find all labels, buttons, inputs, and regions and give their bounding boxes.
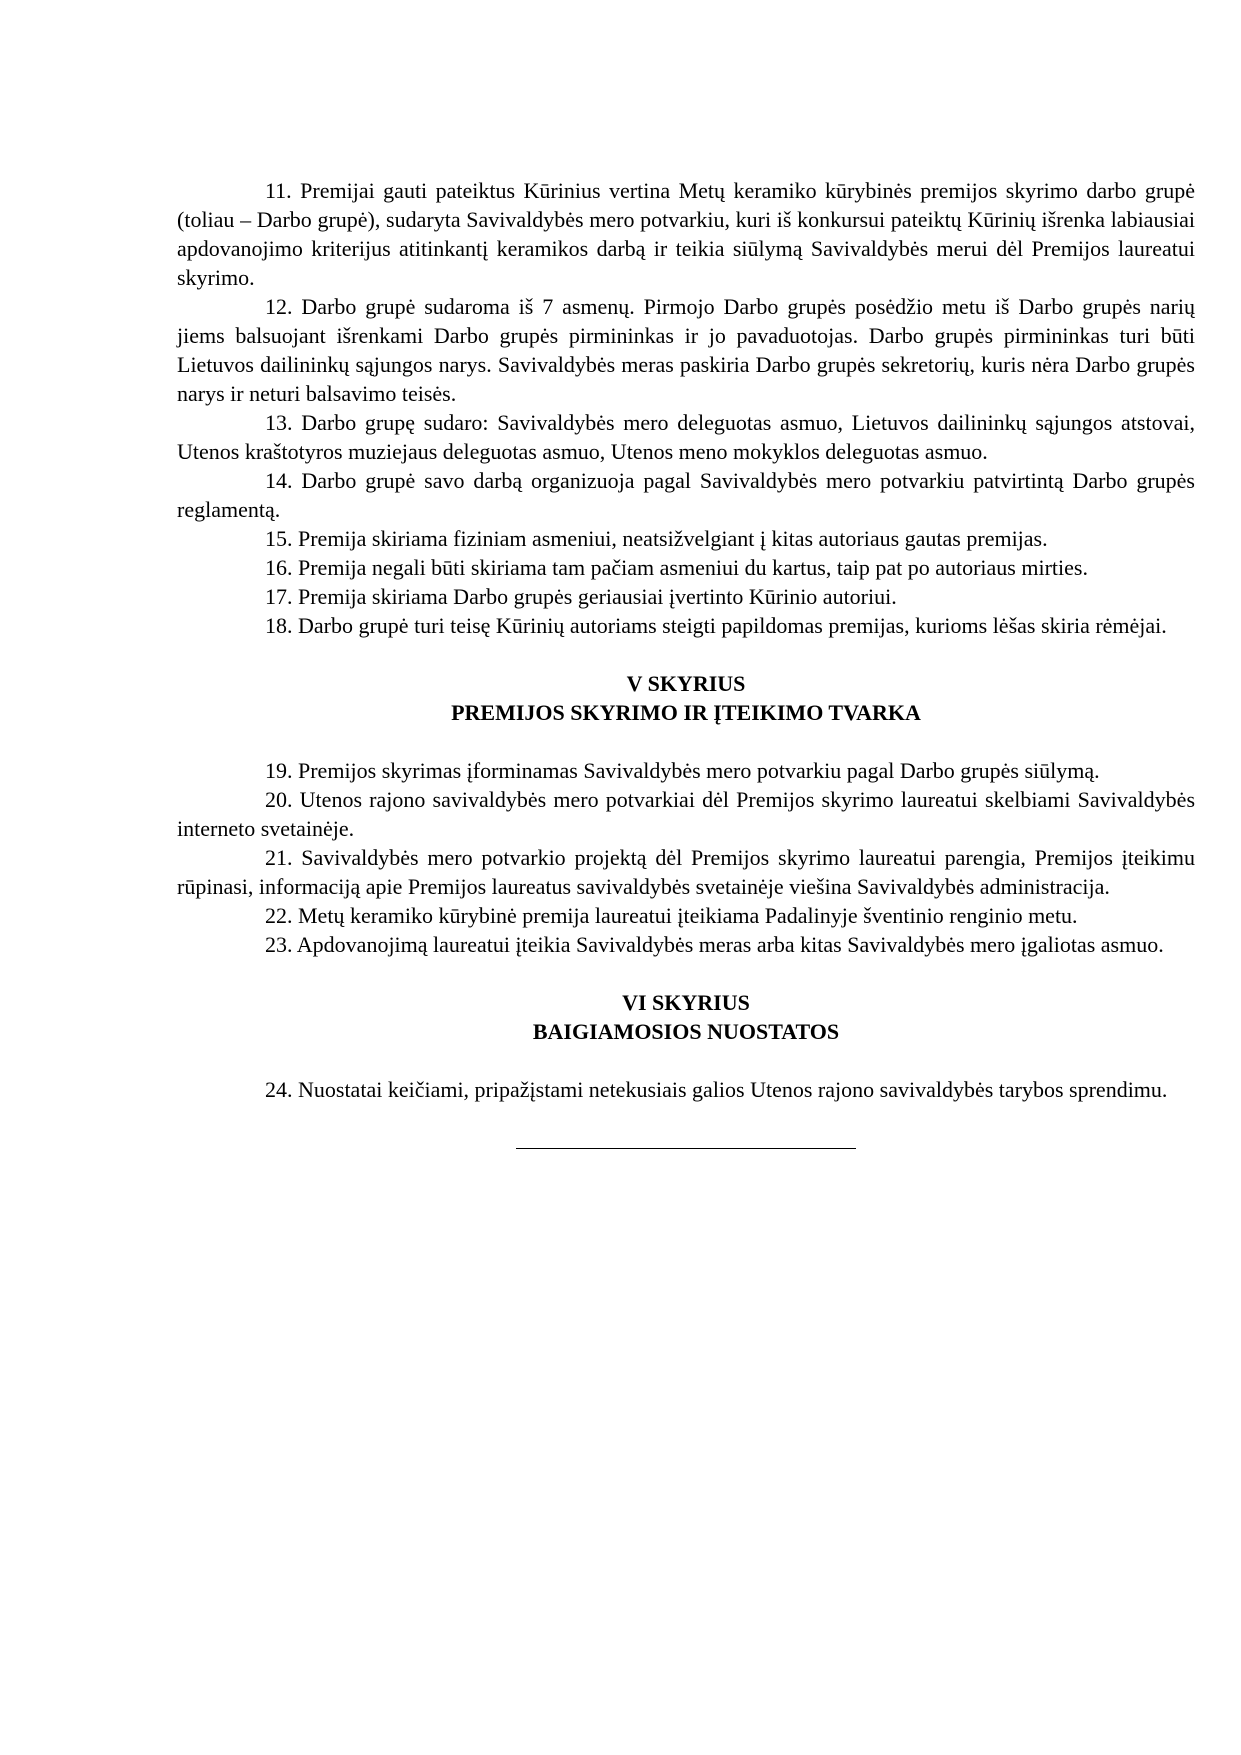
paragraph-17: 17. Premija skiriama Darbo grupės geriausiai įvertinto Kūrinio autoriui. — [265, 584, 897, 609]
paragraph-14: 14. Darbo grupė savo darbą organizuoja pagal Savivaldybės mero potvarkiu patvirtintą Darbo grupės reglamentą. — [177, 468, 1195, 522]
paragraph-12: 12. Darbo grupė sudaroma iš 7 asmenų. Pirmojo Darbo grupės posėdžio metu iš Darbo grupės narių jiems balsuojant išrenkami Darbo grupės pirmininkas ir jo pavaduotojas. Darbo grupės pirmininkas turi būti Lietuvos dailininkų sąjungos narys. Savivaldybės meras paskiria Darbo grupės sekretorių, kuris nėra Darbo grupės narys ir neturi balsavimo teisės. — [177, 294, 1195, 406]
document-page — [177, 176, 1195, 1149]
paragraph-16: 16. Premija negali būti skiriama tam pačiam asmeniui du kartus, taip pat po autoriaus mirties. — [265, 555, 1088, 580]
spacer — [177, 959, 1195, 988]
section-6-number: VI SKYRIUS — [622, 990, 750, 1015]
paragraph-20: 20. Utenos rajono savivaldybės mero potvarkiai dėl Premijos skyrimo laureatui skelbiami Savivaldybės interneto svetainėje. — [177, 787, 1195, 841]
paragraph-24: 24. Nuostatai keičiami, pripažįstami netekusiais galios Utenos rajono savivaldybės tarybos sprendimu. — [265, 1077, 1168, 1102]
paragraph-15: 15. Premija skiriama fiziniam asmeniui, neatsižvelgiant į kitas autoriaus gautas premijas. — [265, 526, 1048, 551]
section-6-title: BAIGIAMOSIOS NUOSTATOS — [532, 1019, 840, 1044]
end-rule — [516, 1148, 856, 1149]
paragraph-11: 11. Premijai gauti pateiktus Kūrinius vertina Metų keramiko kūrybinės premijos skyrimo darbo grupė (toliau – Darbo grupė), sudaryta Savivaldybės mero potvarkiu, kuri iš konkursui pateiktų Kūrinių išrenka labiausiai apdovanojimo kriterijus atitinkantį keramikos darbą ir teikia siūlymą Savivaldybės merui dėl Premijos laureatui skyrimo. — [177, 178, 1195, 290]
spacer — [177, 640, 1195, 669]
paragraph-13: 13. Darbo grupę sudaro: Savivaldybės mero deleguotas asmuo, Lietuvos dailininkų sąjungos atstovai, Utenos kraštotyros muziejaus deleguotas asmuo, Utenos meno mokyklos deleguotas asmuo. — [177, 410, 1195, 464]
section-5-number: V SKYRIUS — [626, 671, 746, 696]
spacer — [177, 727, 1195, 756]
paragraph-19: 19. Premijos skyrimas įforminamas Savivaldybės mero potvarkiu pagal Darbo grupės siūlymą. — [265, 758, 1100, 783]
paragraph-22: 22. Metų keramiko kūrybinė premija laureatui įteikiama Padalinyje šventinio renginio metu. — [265, 903, 1078, 928]
paragraph-18: 18. Darbo grupė turi teisę Kūrinių autoriams steigti papildomas premijas, kurioms lėšas skiria rėmėjai. — [265, 613, 1167, 638]
spacer — [177, 1046, 1195, 1075]
section-5-title: PREMIJOS SKYRIMO IR ĮTEIKIMO TVARKA — [451, 700, 921, 725]
paragraph-23: 23. Apdovanojimą laureatui įteikia Savivaldybės meras arba kitas Savivaldybės mero įgaliotas asmuo. — [265, 932, 1164, 957]
paragraph-21: 21. Savivaldybės mero potvarkio projektą dėl Premijos skyrimo laureatui parengia, Premijos įteikimu rūpinasi, informaciją apie Premijos laureatus savivaldybės svetainėje viešina Savivaldybės administracija. — [177, 845, 1195, 899]
